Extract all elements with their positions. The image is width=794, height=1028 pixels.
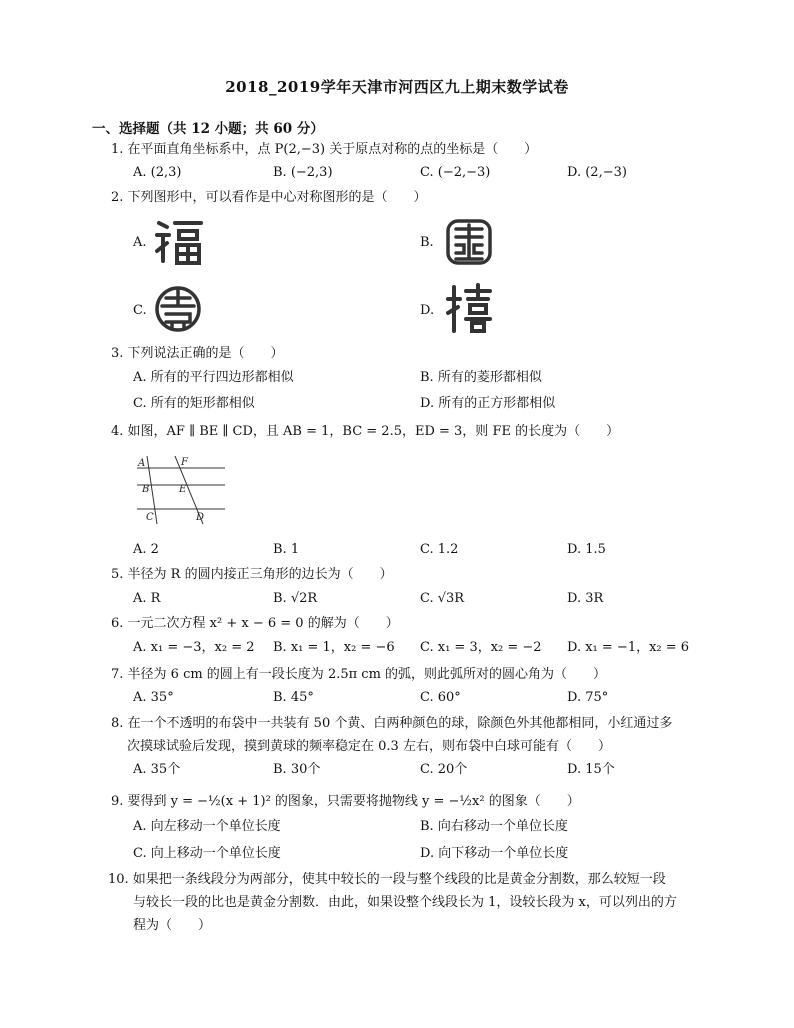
question-9-stem: 9. 要得到 y = −½(x + 1)² 的图象，只需要将抛物线 y = −½x² 的图象（ ） (111, 794, 580, 809)
q8-option-c: C. 20个 (420, 762, 468, 777)
q1-option-d: D. (2,−3) (567, 165, 627, 180)
question-10-stem-line1: 10. 如果把一条线段分为两部分，使其中较长的一段与整个线段的比是黄金分割数，那么较短一段 (108, 872, 666, 887)
section-heading: 一、选择题（共 12 小题；共 60 分） (92, 121, 324, 137)
point-label-a: A (138, 458, 146, 469)
shou-round-character-icon (152, 284, 204, 334)
q7-option-c: C. 60° (420, 690, 461, 705)
q3-option-c: C. 所有的矩形都相似 (133, 396, 255, 411)
q9-option-c: C. 向上移动一个单位长度 (133, 846, 281, 861)
question-1-stem: 1. 在平面直角坐标系中，点 P(2,−3) 关于原点对称的点的坐标是（ ） (111, 142, 538, 157)
xi-character-icon (444, 283, 494, 335)
q5-option-b: B. √2R (273, 591, 318, 606)
point-label-d: D (196, 512, 205, 523)
q3-option-a: A. 所有的平行四边形都相似 (133, 370, 294, 385)
exam-title: 2018_2019学年天津市河西区九上期末数学试卷 (225, 78, 569, 96)
point-label-c: C (146, 512, 154, 523)
question-8-stem-line2: 次摸球试验后发现，摸到黄球的频率稳定在 0.3 左右，则布袋中白球可能有（ ） (127, 739, 611, 754)
question-10-stem-line3: 程为（ ） (133, 918, 212, 933)
q5-option-a: A. R (133, 591, 161, 606)
question-8-stem-line1: 8. 在一个不透明的布袋中一共装有 50 个黄、白两种颜色的球，除颜色外其他都相同，小红通过多 (111, 716, 673, 731)
shou-character-icon (444, 217, 494, 267)
point-label-e: E (179, 484, 187, 495)
q8-option-a: A. 35个 (133, 762, 181, 777)
q7-option-a: A. 35° (133, 690, 174, 705)
question-5-stem: 5. 半径为 R 的圆内接正三角形的边长为（ ） (111, 567, 393, 582)
q9-option-b: B. 向右移动一个单位长度 (420, 819, 568, 834)
point-label-b: B (142, 484, 150, 495)
question-10-stem-line2: 与较长一段的比也是黄金分割数．由此，如果设整个线段长为 1，设较长段为 x，可以列出的方 (133, 895, 677, 910)
question-3-stem: 3. 下列说法正确的是（ ） (111, 346, 284, 361)
q3-option-d: D. 所有的正方形都相似 (420, 396, 556, 411)
fu-character-icon (153, 217, 205, 267)
q5-option-c: C. √3R (420, 591, 465, 606)
q9-option-d: D. 向下移动一个单位长度 (420, 846, 569, 861)
q4-option-c: C. 1.2 (420, 542, 459, 557)
q4-option-a: A. 2 (133, 542, 159, 557)
q4-option-b: B. 1 (273, 542, 300, 557)
q8-option-d: D. 15个 (567, 762, 615, 777)
q1-option-a: A. (2,3) (133, 165, 182, 180)
question-6-stem: 6. 一元二次方程 x² + x − 6 = 0 的解为（ ） (111, 616, 399, 631)
q4-option-d: D. 1.5 (567, 542, 606, 557)
q1-option-b: B. (−2,3) (273, 165, 333, 180)
q6-option-b: B. x₁ = 1，x₂ = −6 (273, 640, 395, 655)
q3-option-b: B. 所有的菱形都相似 (420, 370, 542, 385)
q1-option-c: C. (−2,−3) (420, 165, 491, 180)
q6-option-a: A. x₁ = −3，x₂ = 2 (133, 640, 255, 655)
question-2-stem: 2. 下列图形中，可以看作是中心对称图形的是（ ） (111, 190, 427, 205)
q8-option-b: B. 30个 (273, 762, 321, 777)
q5-option-d: D. 3R (567, 591, 604, 606)
q6-option-d: D. x₁ = −1，x₂ = 6 (567, 640, 690, 655)
question-7-stem: 7. 半径为 6 cm 的圆上有一段长度为 2.5π cm 的弧，则此弧所对的圆心角为（ ） (111, 667, 607, 682)
point-label-f: F (181, 457, 188, 468)
q7-option-d: D. 75° (567, 690, 609, 705)
q2-option-a: A. (133, 235, 147, 250)
q2-option-c: C. (133, 303, 147, 318)
parallel-lines-figure (133, 452, 233, 528)
q2-option-d: D. (420, 303, 435, 318)
q2-option-b: B. (420, 235, 434, 250)
q6-option-c: C. x₁ = 3，x₂ = −2 (420, 640, 542, 655)
q7-option-b: B. 45° (273, 690, 314, 705)
q9-option-a: A. 向左移动一个单位长度 (133, 819, 281, 834)
question-4-stem: 4. 如图，AF ∥ BE ∥ CD，且 AB = 1，BC = 2.5，ED = 3，则 FE 的长度为（ ） (111, 424, 620, 439)
